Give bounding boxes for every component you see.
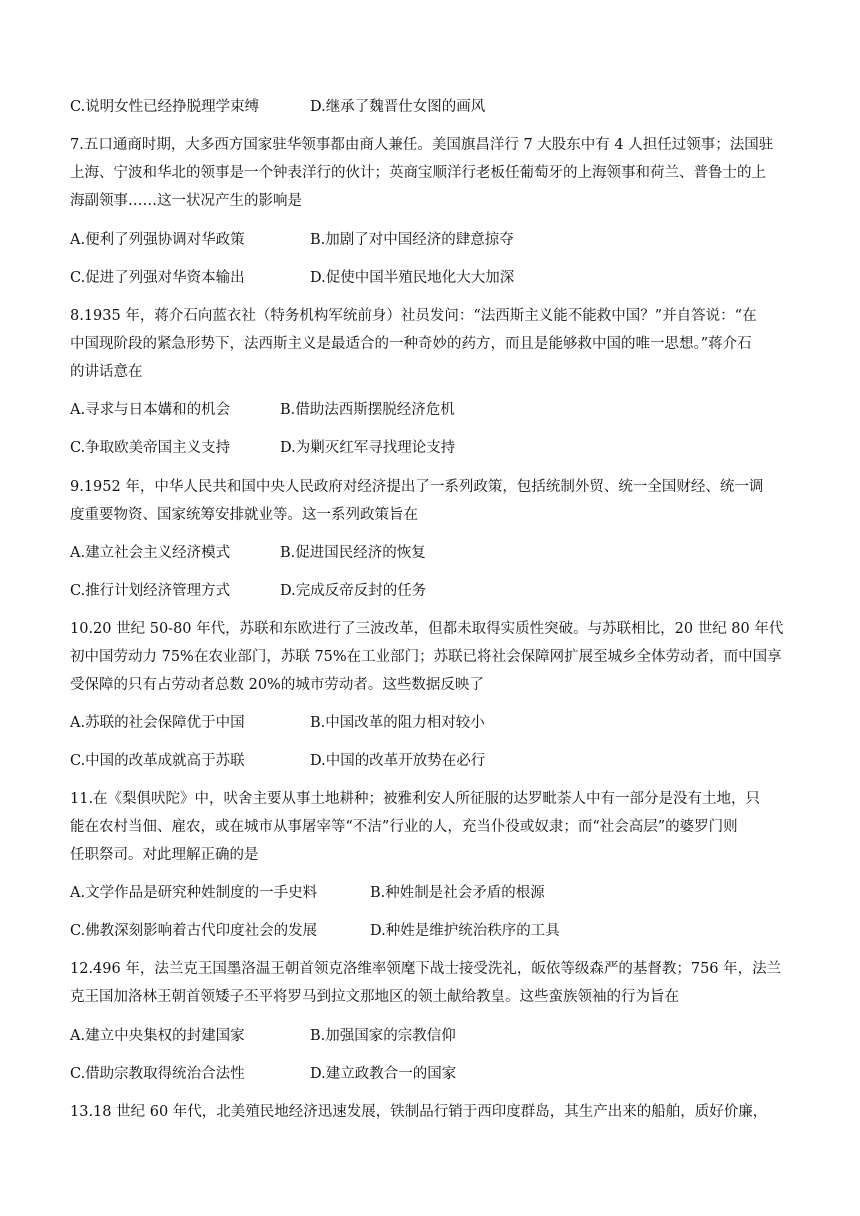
q8-option-c: C.争取欧美帝国主义支持: [70, 440, 231, 456]
q11-stem-line-3: 任职祭司。对此理解正确的是: [70, 847, 259, 863]
q9-stem-line-2: 度重要物资、国家统筹安排就业等。这一系列政策旨在: [70, 507, 418, 523]
q9-option-a: A.建立社会主义经济模式: [70, 545, 231, 561]
q10-stem-line-1: 10.20 世纪 50-80 年代，苏联和东欧进行了三波改革，但都未取得实质性突破。与苏联相比，20 世纪 80 年代: [70, 621, 784, 637]
q11-option-d: D.种姓是维护统治秩序的工具: [370, 923, 560, 939]
q7-option-d: D.促使中国半殖民地化大大加深: [310, 270, 515, 286]
q11-option-b: B.种姓制是社会矛盾的根源: [370, 885, 545, 901]
q7-stem-line-3: 海副领事……这一状况产生的影响是: [70, 193, 302, 209]
q11-option-c: C.佛教深刻影响着古代印度社会的发展: [70, 923, 318, 939]
q8-stem-line-1: 8.1935 年，蒋介石向蓝衣社（特务机构军统前身）社员发问：“法西斯主义能不能救中国？”并自答说：“在: [70, 308, 757, 324]
q7-option-b: B.加剧了对中国经济的肆意掠夺: [310, 232, 514, 248]
q8-option-d: D.为剿灭红军寻找理论支持: [280, 440, 456, 456]
q11-stem-line-1: 11.在《梨俱吠陀》中，吠舍主要从事土地耕种；被雅利安人所征服的达罗毗荼人中有一部分是没有土地，只: [70, 791, 761, 807]
q6-option-d: D.继承了魏晋仕女图的画风: [310, 99, 486, 115]
q8-option-b: B.借助法西斯摆脱经济危机: [280, 402, 455, 418]
q12-option-b: B.加强国家的宗教信仰: [310, 1028, 456, 1044]
q12-option-c: C.借助宗教取得统治合法性: [70, 1066, 245, 1082]
q6-option-c: C.说明女性已经挣脱理学束缚: [70, 99, 260, 115]
q10-option-a: A.苏联的社会保障优于中国: [70, 715, 245, 731]
q7-stem-line-1: 7.五口通商时期，大多西方国家驻华领事都由商人兼任。美国旗昌洋行 7 大股东中有 4 人担任过领事；法国驻: [70, 137, 774, 153]
q11-option-a: A.文学作品是研究种姓制度的一手史料: [70, 885, 318, 901]
q8-stem-line-3: 的讲话意在: [70, 364, 143, 380]
q7-stem-line-2: 上海、宁波和华北的领事是一个钟表洋行的伙计；英商宝顺洋行老板任葡萄牙的上海领事和荷兰、普鲁士的上: [70, 165, 766, 181]
q12-option-a: A.建立中央集权的封建国家: [70, 1028, 245, 1044]
q9-option-b: B.促进国民经济的恢复: [280, 545, 426, 561]
q7-option-c: C.促进了列强对华资本输出: [70, 270, 245, 286]
q12-stem-line-2: 克王国加洛林王朝首领矮子丕平将罗马到拉文那地区的领土献给教皇。这些蛮族领袖的行为旨在: [70, 989, 679, 1005]
q10-option-d: D.中国的改革开放势在必行: [310, 753, 486, 769]
q11-stem-line-2: 能在农村当佃、雇农，或在城市从事屠宰等“不洁”行业的人，充当仆役或奴隶；而“社会高层”的婆罗门则: [70, 819, 738, 835]
q10-option-b: B.中国改革的阻力相对较小: [310, 715, 485, 731]
q7-option-a: A.便利了列强协调对华政策: [70, 232, 245, 248]
q12-stem-line-1: 12.496 年，法兰克王国墨洛温王朝首领克洛维率领麾下战士接受洗礼，皈依等级森严的基督教；756 年，法兰: [70, 961, 782, 977]
q12-option-d: D.建立政教合一的国家: [310, 1066, 457, 1082]
q10-stem-line-3: 受保障的只有占劳动者总数 20%的城市劳动者。这些数据反映了: [70, 677, 484, 693]
q8-stem-line-2: 中国现阶段的紧急形势下，法西斯主义是最适合的一种奇妙的药方，而且是能够救中国的唯一思想。”蒋介石: [70, 336, 752, 352]
q8-option-a: A.寻求与日本媾和的机会: [70, 402, 231, 418]
q10-option-c: C.中国的改革成就高于苏联: [70, 753, 245, 769]
q13-stem-line-1: 13.18 世纪 60 年代，北美殖民地经济迅速发展，铁制品行销于西印度群岛，其生产出来的船舶，质好价廉，: [70, 1104, 768, 1120]
q9-stem-line-1: 9.1952 年，中华人民共和国中央人民政府对经济提出了一系列政策，包括统制外贸、统一全国财经、统一调: [70, 479, 764, 495]
q9-option-c: C.推行计划经济管理方式: [70, 583, 231, 599]
q10-stem-line-2: 初中国劳动力 75%在农业部门，苏联 75%在工业部门；苏联已将社会保障网扩展至城乡全体劳动者，而中国享: [70, 649, 782, 665]
q9-option-d: D.完成反帝反封的任务: [280, 583, 427, 599]
